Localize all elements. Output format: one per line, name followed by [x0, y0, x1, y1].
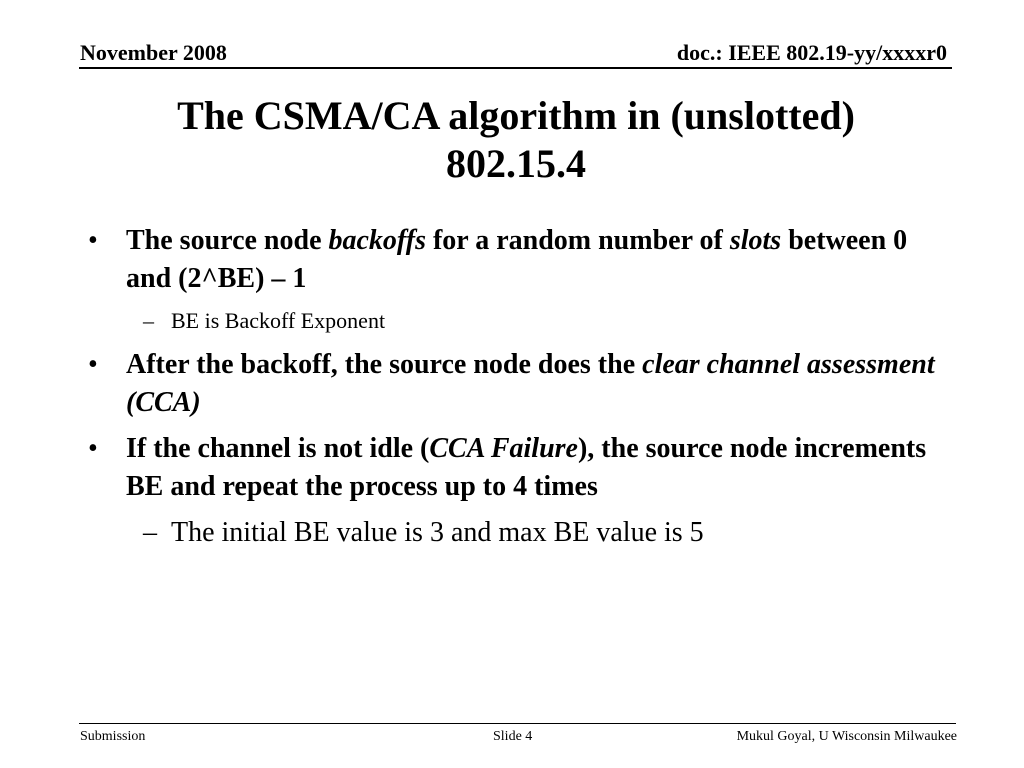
slide-title	[80, 92, 952, 188]
slide-title-line-1: The CSMA/CA algorithm in (unslotted)	[177, 93, 855, 138]
sub-bullet-text: BE is Backoff Exponent	[171, 308, 386, 333]
bullet-item-3	[88, 430, 954, 506]
bullet-text-italic: CCA Failure	[429, 433, 578, 464]
bullet-marker: •	[88, 225, 98, 256]
bullet-text: between 0 and (2^BE) – 1	[126, 225, 908, 294]
bullet-text-italic: clear channel assessment (CCA)	[126, 349, 935, 418]
bullet-text: ), the source node increments BE and repeat the process up to 4 times	[126, 433, 927, 502]
bullet-marker: •	[88, 349, 98, 380]
footer-slide-number: Slide 4	[493, 729, 533, 744]
slide-body	[88, 222, 954, 552]
bullet-text: The source node	[126, 225, 329, 256]
bullet-marker: •	[88, 433, 98, 464]
bullet-text-italic: backoffs	[328, 225, 426, 256]
footer-divider	[79, 723, 956, 724]
sub-bullet-text: The initial BE value is 3 and max BE value is 5	[171, 517, 704, 548]
sub-bullet-item-1	[88, 306, 954, 336]
header-doc-id: doc.: IEEE 802.19-yy/xxxxr0	[676, 40, 947, 65]
header-date: November 2008	[80, 40, 227, 65]
slide-title-line-2: 802.15.4	[446, 141, 586, 186]
sub-bullet-item-2	[88, 514, 954, 552]
sub-bullet-marker: –	[143, 517, 157, 548]
bullet-item-2	[88, 346, 954, 422]
sub-bullet-marker: –	[143, 308, 154, 333]
bullet-text-italic: slots	[729, 225, 782, 256]
bullet-text: If the channel is not idle (	[126, 433, 430, 464]
bullet-text: After the backoff, the source node does the	[126, 349, 643, 380]
header-divider	[79, 67, 952, 69]
footer-author: Mukul Goyal, U Wisconsin Milwaukee	[736, 729, 957, 744]
bullet-item-1	[88, 222, 954, 298]
footer-submission: Submission	[80, 729, 146, 744]
bullet-text: for a random number of	[425, 225, 730, 256]
